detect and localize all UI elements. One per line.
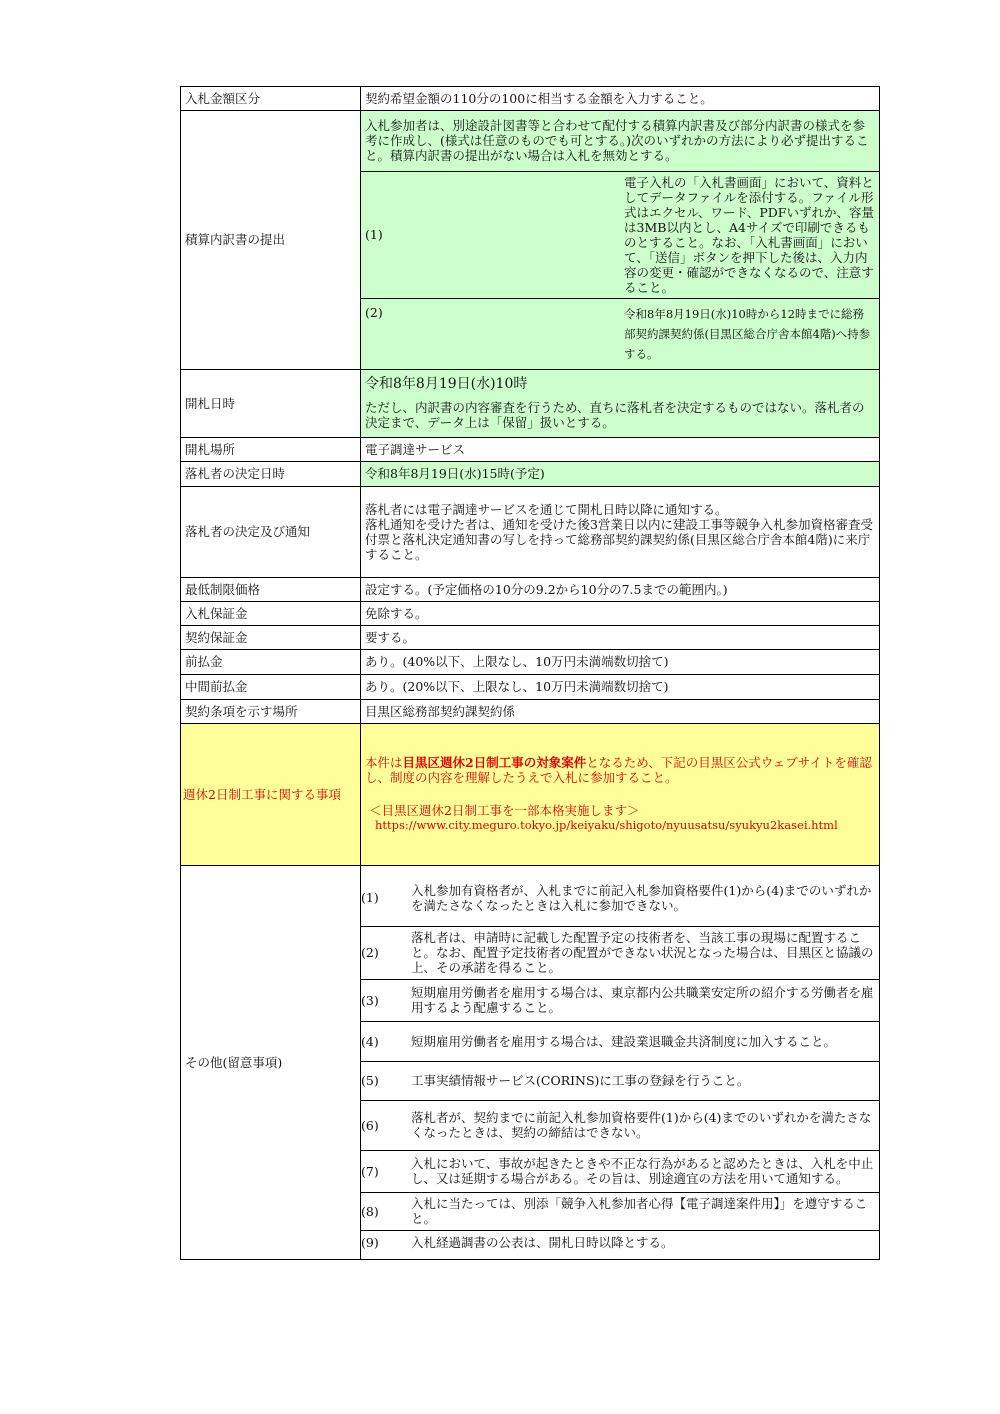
other-item-7-num: (7) xyxy=(361,1150,407,1192)
other-item-6-text: 落札者が、契約までに前記入札参加資格要件(1)から(4)までのいずれかを満たさなくなったときは、契約の締結はできない。 xyxy=(407,1100,879,1150)
label-estimate: 積算内訳書の提出 xyxy=(181,111,361,370)
label-decision-date: 落札者の決定日時 xyxy=(181,461,361,486)
label-advance: 前払金 xyxy=(181,649,361,674)
label-other: その他(留意事項) xyxy=(181,865,361,1259)
other-item-7-text: 入札において、事故が起きたときや不正な行為があると認めたときは、入札を中止し、又は延期する場合がある。その旨は、別途適宜の方法を用いて通知する。 xyxy=(407,1150,879,1192)
label-weekly-two: 週休2日制工事に関する事項 xyxy=(181,723,361,865)
label-conditions-place: 契約条項を示す場所 xyxy=(181,699,361,723)
label-mid-advance: 中間前払金 xyxy=(181,674,361,699)
value-weekly-two xyxy=(361,723,880,865)
label-opening-place: 開札場所 xyxy=(181,437,361,461)
row-weekly-two xyxy=(181,723,880,865)
value-contract-deposit: 要する。 xyxy=(361,625,880,649)
weekly-two-bold: 目黒区週休2日制工事の対象案件 xyxy=(402,755,587,770)
value-advance: あり。(40%以下、上限なし、10万円未満端数切捨て) xyxy=(361,649,880,674)
other-item-4-num: (4) xyxy=(361,1021,407,1061)
other-item-4-text: 短期雇用労働者を雇用する場合は、建設業退職金共済制度に加入すること。 xyxy=(407,1021,879,1061)
weekly-two-pre: 本件は xyxy=(365,755,403,770)
opening-date-text: 令和8年8月19日(水)10時 xyxy=(365,375,528,392)
weekly-two-text xyxy=(365,755,875,785)
decision-notice-line2: 落札通知を受けた者は、通知を受けた後3営業日以内に建設工事等競争入札参加資格審査受付票と落札決定通知書の写しを持って総務部契約課契約係(目黒区総合庁舎本館4階)に来庁すること。 xyxy=(365,516,873,562)
value-opening-date xyxy=(361,369,880,437)
other-item-4 xyxy=(361,1021,879,1061)
value-estimate xyxy=(361,111,880,370)
weekly-two-link-title: ＜目黒区週休2日制工事を一部本格実施します＞ xyxy=(369,803,640,818)
value-min-price: 設定する。(予定価格の10分の9.2から10分の7.5までの範囲内。) xyxy=(361,577,880,601)
row-other xyxy=(181,865,880,1259)
value-decision-notice xyxy=(361,486,880,577)
label-decision-notice: 落札者の決定及び通知 xyxy=(181,486,361,577)
estimate-item-1-text: 電子入札の「入札書画面」において、資料としてデータファイルを添付する。ファイル形式はエクセル、ワード、PDFいずれか、容量は3MB以内とし、A4サイズで印刷できるものとすること。なお、「入札書画面」において、「送信」ボタンを押下した後は、入力内容の変更・確認ができなくなるので、注意すること。 xyxy=(620,171,879,298)
other-item-2-num: (2) xyxy=(361,926,407,979)
estimate-item-1-num: (1) xyxy=(361,171,620,298)
value-bid-amount: 契約希望金額の110分の100に相当する金額を入力すること。 xyxy=(361,87,880,111)
other-item-9 xyxy=(361,1230,879,1254)
other-item-3 xyxy=(361,979,879,1021)
row-bid-deposit xyxy=(181,601,880,625)
other-item-7 xyxy=(361,1150,879,1192)
estimate-item-2 xyxy=(361,298,879,369)
value-conditions-place: 目黒区総務部契約課契約係 xyxy=(361,699,880,723)
other-item-8 xyxy=(361,1192,879,1230)
row-min-price xyxy=(181,577,880,601)
label-min-price: 最低制限価格 xyxy=(181,577,361,601)
label-opening-date: 開札日時 xyxy=(181,369,361,437)
row-opening-place xyxy=(181,437,880,461)
other-item-3-num: (3) xyxy=(361,979,407,1021)
other-items-list xyxy=(361,870,879,1254)
row-mid-advance xyxy=(181,674,880,699)
value-opening-place: 電子調達サービス xyxy=(361,437,880,461)
label-bid-amount: 入札金額区分 xyxy=(181,87,361,111)
estimate-item-2-text: 令和8年8月19日(水)10時から12時までに総務部契約課契約係(目黒区総合庁舎本館4階)へ持参する。 xyxy=(620,298,879,369)
other-item-6 xyxy=(361,1100,879,1150)
weekly-two-post: となるため、下記の目黒区公式ウェブサイトを確認し、制度の内容を理解したうえで入札に参加すること。 xyxy=(365,755,872,785)
weekly-two-url[interactable]: https://www.city.meguro.tokyo.jp/keiyaku/shigoto/nyuusatsu/syukyu2kasei.html xyxy=(375,818,838,832)
bid-conditions-table xyxy=(180,86,880,1260)
row-decision-notice xyxy=(181,486,880,577)
row-estimate xyxy=(181,111,880,370)
other-item-9-num: (9) xyxy=(361,1230,407,1254)
row-advance xyxy=(181,649,880,674)
other-item-1 xyxy=(361,870,879,926)
other-item-1-num: (1) xyxy=(361,890,379,906)
value-bid-deposit: 免除する。 xyxy=(361,601,880,625)
estimate-intro: 入札参加者は、別途設計図書等と合わせて配付する積算内訳書及び部分内訳書の様式を参考に作成し、(様式は任意のものでも可とする。)次のいずれかの方法により必ず提出すること。積算内訳書の提出がない場合は入札を無効とする。 xyxy=(365,118,869,164)
row-conditions-place xyxy=(181,699,880,723)
value-mid-advance: あり。(20%以下、上限なし、10万円未満端数切捨て) xyxy=(361,674,880,699)
other-item-5-num: (5) xyxy=(361,1061,407,1100)
label-bid-deposit: 入札保証金 xyxy=(181,601,361,625)
other-item-1-text: 入札参加有資格者が、入札までに前記入札参加資格要件(1)から(4)までのいずれかを満たさなくなったときは入札に参加できない。 xyxy=(411,882,872,913)
opening-date-note: ただし、内訳書の内容審査を行うため、直ちに落札者を決定するものではない。落札者の決定まで、データ上は「保留」扱いとする。 xyxy=(365,399,865,430)
estimate-item-2-num: (2) xyxy=(361,298,620,369)
other-item-5 xyxy=(361,1061,879,1100)
value-other xyxy=(361,865,880,1259)
other-item-2 xyxy=(361,926,879,979)
decision-notice-line1: 落札者には電子調達サービスを通じて開札日時以降に通知する。 xyxy=(365,501,728,517)
other-item-3-text: 短期雇用労働者を雇用する場合は、東京都内公共職業安定所の紹介する労働者を雇用するよう配慮すること。 xyxy=(407,979,879,1021)
row-contract-deposit xyxy=(181,625,880,649)
estimate-item-1 xyxy=(361,171,879,298)
row-bid-amount xyxy=(181,87,880,111)
label-contract-deposit: 契約保証金 xyxy=(181,625,361,649)
other-item-9-text: 入札経過調書の公表は、開札日時以降とする。 xyxy=(407,1230,879,1254)
row-opening-date xyxy=(181,369,880,437)
other-item-5-text: 工事実績情報サービス(CORINS)に工事の登録を行うこと。 xyxy=(407,1061,879,1100)
other-item-8-text: 入札に当たっては、別添「競争入札参加者心得【電子調達案件用】」を遵守すること。 xyxy=(407,1192,879,1230)
value-decision-date: 令和8年8月19日(水)15時(予定) xyxy=(361,461,880,486)
other-item-8-num: (8) xyxy=(361,1192,407,1230)
other-item-2-text: 落札者は、申請時に記載した配置予定の技術者を、当該工事の現場に配置すること。なお、配置予定技術者の配置ができない状況となった場合は、目黒区と協議の上、その承諾を得ること。 xyxy=(407,926,879,979)
other-item-6-num: (6) xyxy=(361,1100,407,1150)
row-decision-date xyxy=(181,461,880,486)
